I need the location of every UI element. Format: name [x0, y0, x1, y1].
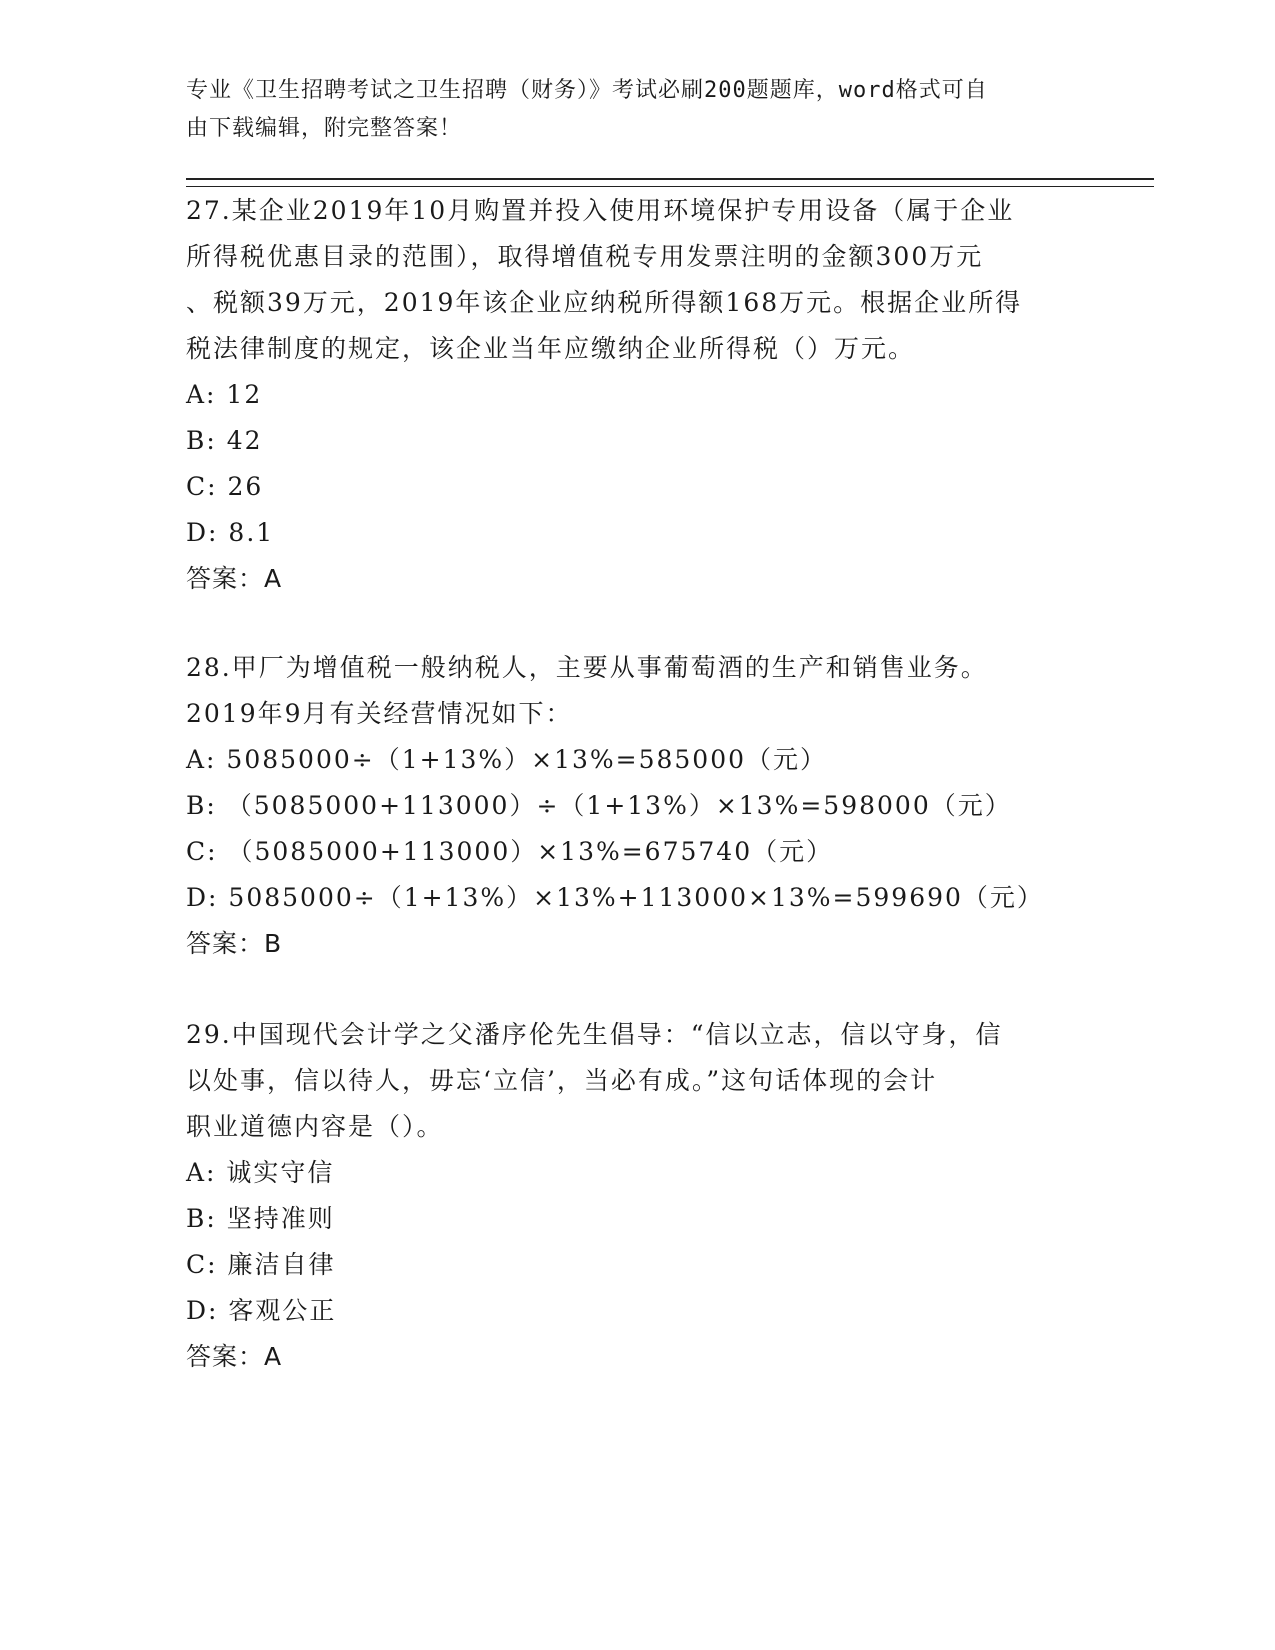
question-27 — [186, 188, 1086, 602]
option-c: C: 廉洁自律 — [186, 1250, 336, 1279]
question-stem-line: 所得税优惠目录的范围），取得增值税专用发票注明的金额300万元 — [186, 242, 984, 271]
question-stem-line: 、税额39万元，2019年该企业应纳税所得额168万元。根据企业所得 — [186, 288, 1023, 317]
answer-line: 答案：A — [186, 1342, 283, 1371]
option-d: D: 客观公正 — [186, 1296, 337, 1325]
option-b: B: 坚持准则 — [186, 1204, 335, 1233]
option-b: B: 42 — [186, 426, 263, 455]
option-a: A: 5085000÷（1+13%）×13%=585000（元） — [186, 745, 828, 774]
question-stem-line: 27.某企业2019年10月购置并投入使用环境保护专用设备（属于企业 — [186, 196, 1015, 225]
option-c: C: （5085000+113000）×13%=675740（元） — [186, 837, 834, 866]
question-stem-line: 以处事，信以待人，毋忘‘立信’，当必有成。”这句话体现的会计 — [186, 1066, 938, 1095]
document-header — [186, 72, 1086, 148]
question-28 — [186, 645, 1086, 967]
question-stem-line: 2019年9月有关经营情况如下： — [186, 699, 573, 728]
option-d: D: 5085000÷（1+13%）×13%+113000×13%=599690（元） — [186, 883, 1044, 912]
option-a: A: 诚实守信 — [186, 1158, 335, 1187]
answer-line: 答案：A — [186, 564, 283, 593]
answer-line: 答案：B — [186, 929, 283, 958]
question-stem-line: 税法律制度的规定，该企业当年应缴纳企业所得税（）万元。 — [186, 334, 916, 363]
option-a: A: 12 — [186, 380, 263, 409]
option-c: C: 26 — [186, 472, 264, 501]
option-d: D: 8.1 — [186, 518, 275, 547]
question-stem-line: 28.甲厂为增值税一般纳税人，主要从事葡萄酒的生产和销售业务。 — [186, 653, 988, 682]
header-line: 专业《卫生招聘考试之卫生招聘（财务）》考试必刷200题题库，word格式可自 — [186, 78, 988, 103]
header-divider — [186, 178, 1154, 187]
question-stem-line: 职业道德内容是（）。 — [186, 1112, 444, 1141]
option-b: B: （5085000+113000）÷（1+13%）×13%=598000（元） — [186, 791, 1012, 820]
question-stem-line: 29.中国现代会计学之父潘序伦先生倡导：“信以立志，信以守身，信 — [186, 1020, 1003, 1049]
question-29 — [186, 1012, 1086, 1380]
header-line: 由下载编辑，附完整答案！ — [186, 116, 463, 141]
